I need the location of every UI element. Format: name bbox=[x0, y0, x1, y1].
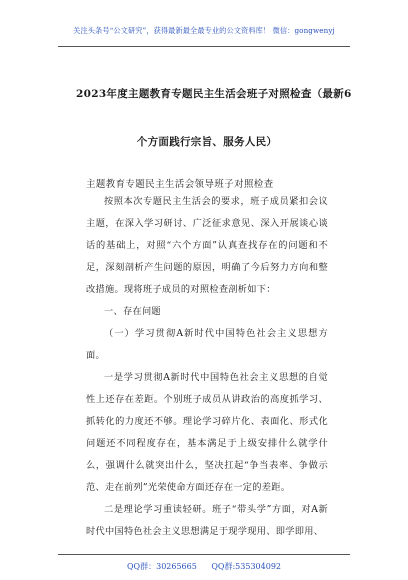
paragraph-point-1: 一是学习贯彻A新时代中国特色社会主义思想的自觉性上还存在差距。个别班子成员从讲政治的高度抓学习、抓转化的力度还不够。理论学习碎片化、表面化、形式化问题还不同程度存在，基本满足于上级安排什么就学什么，强调什么就突出什么，坚决扛起“争当表率、争做示范、走在前列”光荣使命方面还存在一定的差距。 bbox=[86, 372, 328, 493]
heading-study: （一）学习贯彻A新时代中国特色社会主义思想方面。 bbox=[86, 328, 328, 361]
document-title-line-2: 个方面践行宗旨、服务人民） bbox=[136, 136, 278, 148]
document-title bbox=[76, 70, 352, 166]
footer-qq-group-1: QQ群：30265665 bbox=[126, 562, 197, 571]
paragraph-intro: 按照本次专题民主生活会的要求，班子成员紧扣会议主题，在深入学习研讨、广泛征求意见、深入开展谈心谈话的基础上，对照“六个方面”认真查找存在的问题和不足，深刻剖析产生问题的原因，明确了今后努力方向和整改措施。现将班子成员的对照检查剖析如下： bbox=[86, 196, 328, 295]
body-text bbox=[86, 191, 328, 543]
footer-contact bbox=[0, 561, 408, 572]
header-divider bbox=[58, 46, 350, 47]
footer-divider bbox=[58, 554, 350, 555]
footer-qq-group-2: QQ群:535304092 bbox=[211, 562, 281, 571]
section-heading: 主题教育专题民主生活会领导班子对照检查 bbox=[86, 179, 274, 190]
heading-problems: 一、存在问题 bbox=[104, 306, 161, 317]
header-banner: 关注头条号“公文研究”，获得最新最全最专业的公文资料库！ 微信：gongwenyj bbox=[73, 26, 335, 35]
paragraph-point-2: 二是理论学习重读轻研。班子“带头学”方面，对A新时代中国特色社会主义思想满足于现学现用、即学即用、 bbox=[86, 504, 328, 537]
document-title-line-1: 2023年度主题教育专题民主生活会班子对照检查（最新6 bbox=[76, 88, 352, 100]
